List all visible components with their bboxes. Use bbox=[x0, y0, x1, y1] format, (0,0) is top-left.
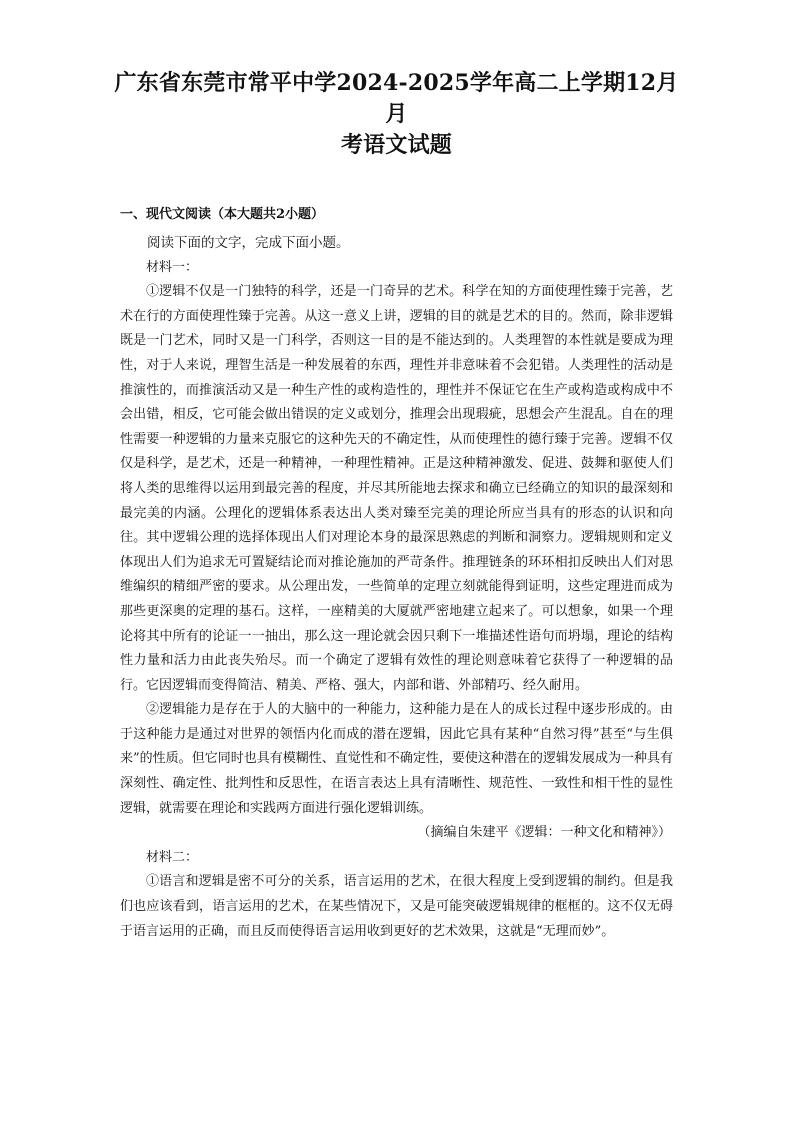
material-2-label: 材料二： bbox=[146, 849, 199, 865]
section-heading: 一、现代文阅读（本大题共2小题） bbox=[120, 207, 325, 222]
material-1-source: （摘编自朱建平《逻辑：一种文化和精神》） bbox=[417, 825, 671, 841]
title-line-1: 广东省东莞市常平中学2024-2025学年高二上学期12月月 bbox=[114, 70, 679, 127]
instruction-text: 阅读下面的文字，完成下面小题。 bbox=[147, 235, 350, 251]
material-1-paragraph-2: ②逻辑能力是存在于人的大脑中的一种能力，这种能力是在人的成长过程中逐步形成的。由于这种能力是通过对世界的领悟内化而成的潜在逻辑，因此它具有某种“自然习得”甚至“与生俱来”的性质。但它同时也具有模糊性、直觉性和不确定性，要使这种潜在的逻辑发展成为一种具有深刻性、确定性、批判性和反思性，在语言表达上具有清晰性、规范性、一致性和相干性的显性逻辑，就需要在理论和实践两方面进行强化逻辑训练。 bbox=[120, 702, 673, 816]
document-title bbox=[114, 68, 679, 161]
material-1-paragraph-1: ①逻辑不仅是一门独特的科学，还是一门奇异的艺术。科学在知的方面使理性臻于完善，艺术在行的方面使理性臻于完善。从这一意义上讲，逻辑的目的就是艺术的目的。然而，除非逻辑既是一门艺术，同时又是一门科学，否则这一目的是不能达到的。人类理智的本性就是要成为理性，对于人来说，理智生活是一种发展着的东西，理性并非意味着不会犯错。人类理性的活动是推演性的，而推演活动又是一种生产性的或构造性的，理性并不保证它在生产或构造或构成中不会出错，相反，它可能会做出错误的定义或划分，推理会出现瑕疵，思想会产生混乱。自在的理性需要一种逻辑的力量来克服它的这种先天的不确定性，从而使理性的德行臻于完善。逻辑不仅仅是科学，是艺术，还是一种精神，一种理性精神。正是这种精神激发、促进、鼓舞和驱使人们将人类的思维得以运用到最完善的程度，并尽其所能地去探求和确立已经确立的知识的最深刻和最完美的内涵。公理化的逻辑体系表达出人类对臻至完美的理论所应当具有的形态的认识和向往。其中逻辑公理的选择体现出人们对理论本身的最深思熟虑的判断和洞察力。逻辑规则和定义体现出人们为追求无可置疑结论而对推论施加的严苛条件。推理链条的环环相扣反映出人们对思维编织的精细严密的要求。从公理出发，一些简单的定理立刻就能得到证明，这些定理进而成为那些更深奥的定理的基石。这样，一座精美的大厦就严密地建立起来了。可以想象，如果一个理论将其中所有的论证一一抽出，那么这一理论就会因只剩下一堆描述性语句而坍塌，理论的结构性力量和活力由此丧失殆尽。而一个确定了逻辑有效性的理论则意味着它获得了一种逻辑的品行。它因逻辑而变得简洁、精美、严格、强大，内部和谐、外部精巧、经久耐用。 bbox=[120, 284, 673, 693]
material-2-paragraph-1: ①语言和逻辑是密不可分的关系，语言运用的艺术，在很大程度上受到逻辑的制约。但是我们也应该看到，语言运用的艺术，在某些情况下，又是可能突破逻辑规律的框框的。这不仅无碍于语言运用的正确，而且反而使得语言运用收到更好的艺术效果，这就是“无理而妙”。 bbox=[120, 874, 673, 939]
title-line-2: 考语文试题 bbox=[340, 132, 452, 158]
material-1-label: 材料一： bbox=[146, 259, 199, 275]
